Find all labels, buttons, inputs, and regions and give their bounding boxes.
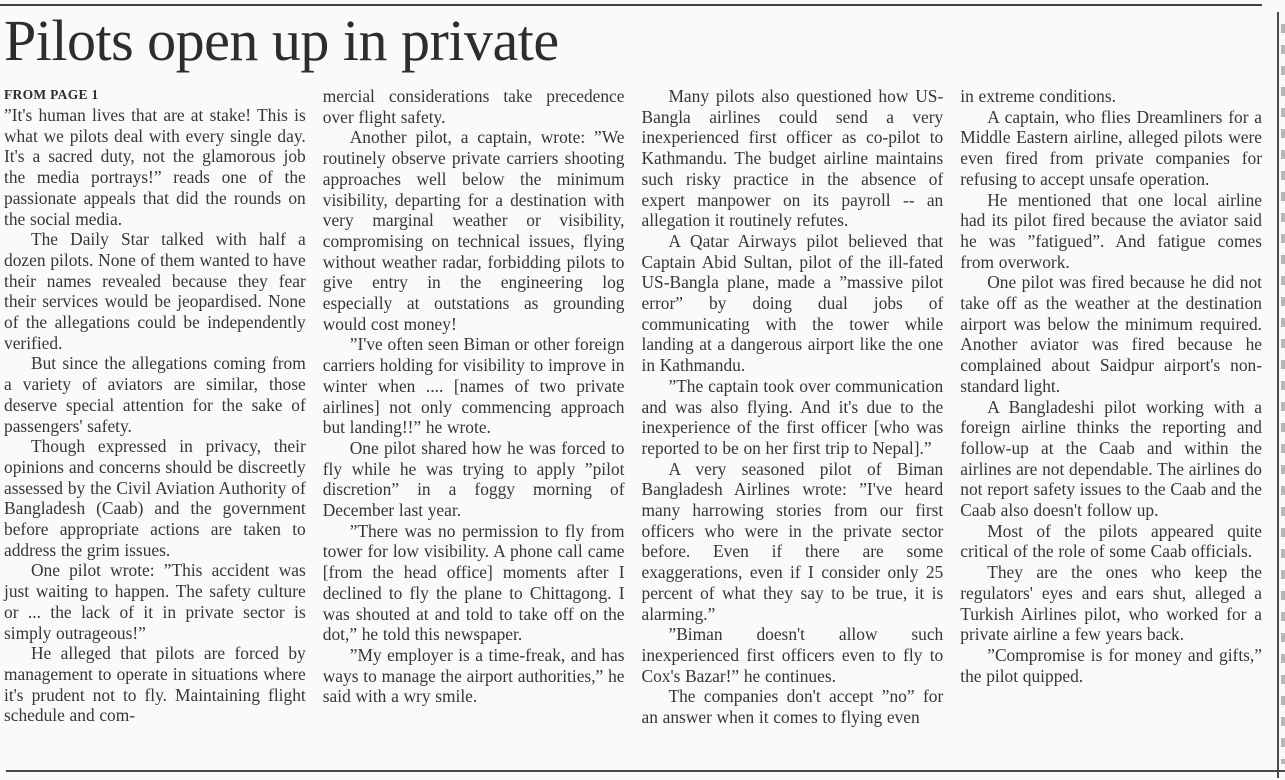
article-paragraph: Though expressed in privacy, their opinions and concerns should be discreetly assessed by the Civil Aviation Authority of Bangladesh (Caab) and the government before appropriate actions are taken to address the grim issues. (4, 436, 306, 560)
article-paragraph: One pilot wrote: ”This accident was just waiting to happen. The safety culture or ... the lack of it in private sector is simply outrageous!” (4, 560, 306, 643)
article-paragraph: He mentioned that one local airline had its pilot fired because the aviator said he was ”fatigued”. And fatigue comes from overwork. (960, 189, 1262, 272)
article-paragraph: ”My employer is a time-freak, and has ways to manage the airport authorities,” he said with a wry smile. (322, 644, 625, 707)
article-column-2 (323, 86, 625, 707)
article-headline: Pilots open up in private (4, 8, 559, 73)
article-paragraph: One pilot was fired because he did not take off as the weather at the destination airport was below the minimum required. Another aviator was fired because he complained about Saidpur airport's non-standard light. (960, 272, 1262, 396)
article-body (4, 86, 1262, 728)
column-divider-rule (1277, 12, 1279, 778)
from-page-kicker: FROM PAGE 1 (4, 87, 99, 102)
article-column-1 (4, 86, 306, 726)
article-paragraph: A Bangladeshi pilot working with a foreign airline thinks the reporting and follow-up at the Caab and within the airlines are not dependable. The airlines do not report safety issues to the Caab and the Caab also doesn't follow up. (960, 396, 1262, 521)
article-column-3 (642, 86, 944, 728)
article-paragraph: A Qatar Airways pilot believed that Captain Abid Sultan, pilot of the ill-fated US-Bangla plane, made a ”massive pilot error” by doing dual jobs of communicating with the tower while landing at a dangerous airport like the one in Kathmandu. (641, 230, 944, 376)
article-paragraph: They are the ones who keep the regulators' eyes and ears shut, alleged a Turkish Airlines pilot, who worked for a private airline a few years back. (960, 562, 1262, 645)
article-paragraph: The companies don't accept ”no” for an answer when it comes to flying even (641, 686, 944, 728)
article-paragraph: But since the allegations coming from a variety of aviators are similar, those deserve special attention for the sake of passengers' safety. (4, 353, 306, 436)
article-column-4 (960, 86, 1262, 686)
article-paragraph: Many pilots also questioned how US-Bangla airlines could send a very inexperienced first officer as co-pilot to Kathmandu. The budget airline maintains such risky practice in the absence of expert manpower on its payroll -- an allegation it routinely refutes. (641, 86, 944, 231)
article-paragraph: ”The captain took over communication and was also flying. And it's due to the inexperience of the first officer [who was reported to be on her first trip to Nepal].” (641, 375, 944, 458)
article-paragraph: Most of the pilots appeared quite critical of the role of some Caab officials. (960, 520, 1262, 562)
adjacent-column-sliver (1281, 24, 1285, 764)
article-paragraph: He alleged that pilots are forced by management to operate in situations where it's prudent not to fly. Maintaining flight schedule and com- (4, 643, 306, 726)
article-paragraph: ”There was no permission to fly from tower for low visibility. A phone call came [from the head office] moments after I declined to fly the plane to Chittagong. I was shouted at and told to take off on the dot,” he told this newspaper. (322, 520, 625, 645)
article-paragraph: ”It's human lives that are at stake! This is what we pilots deal with every single day. It's a sacred duty, not the glamorous job the media portrays!” reads one of the passionate appeals that did the rounds on the social media. (4, 105, 306, 229)
article-paragraph: The Daily Star talked with half a dozen pilots. None of them wanted to have their names revealed because they fear their services would be jeopardised. None of the allegations could be independently verified. (4, 229, 306, 353)
article-paragraph: A very seasoned pilot of Biman Bangladesh Airlines wrote: ”I've heard many harrowing stories from our first officers who were in the private sector before. Even if there are some exaggerations, even if I consider only 25 percent of what they say to be true, it is alarming.” (641, 458, 944, 624)
article-paragraph: in extreme conditions. (960, 86, 1116, 106)
article-paragraph: ”Compromise is for money and gifts,” the pilot quipped. (960, 644, 1262, 686)
article-paragraph: One pilot shared how he was forced to fly while he was trying to apply ”pilot discretion” in a foggy morning of December last year. (322, 437, 625, 521)
top-rule (0, 4, 1262, 6)
article-paragraph: ”Biman doesn't allow such inexperienced first officers even to fly to Cox's Bazar!” he continues. (641, 624, 944, 686)
bottom-rule (6, 770, 1285, 772)
article-paragraph: A captain, who flies Dreamliners for a Middle Eastern airline, alleged pilots were even fired from private companies for refusing to accept unsafe operation. (960, 106, 1262, 189)
article-paragraph: ”I've often seen Biman or other foreign carriers holding for visibility to improve in winter when .... [names of two private airlines] not only commencing approach but landing!!” he wrote. (322, 334, 625, 438)
article-paragraph: Another pilot, a captain, wrote: ”We routinely observe private carriers shooting approaches well below the minimum visibility, departing for a destination with very marginal weather or visibility, compromising on technical issues, flying without weather radar, forbidding pilots to give entry in the engineering log especially at outstations as grounding would cost money! (322, 127, 625, 334)
article-paragraph: mercial considerations take precedence over flight safety. (322, 86, 625, 127)
